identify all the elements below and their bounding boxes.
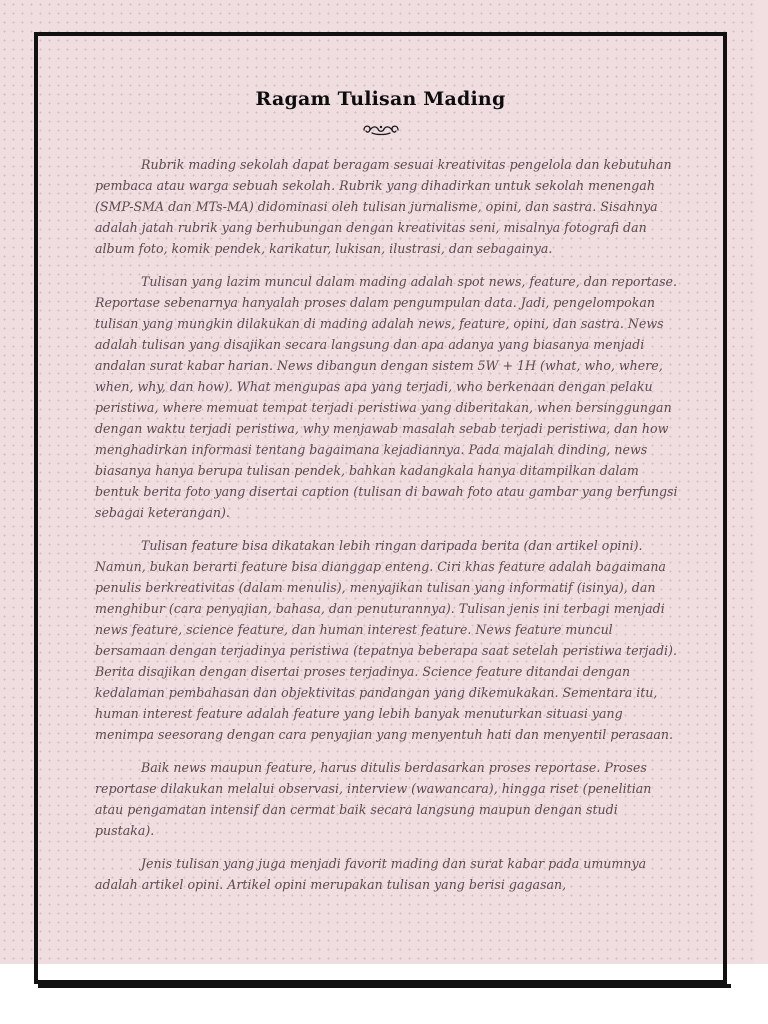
paragraph-3: Tulisan feature bisa dikatakan lebih ringan daripada berita (dan artikel opini). Namun, bukan berarti feature bisa dianggap enteng. Ciri khas feature adalah bagaimana penulis berkreativitas (dalam menulis), menyajikan tulisan yang informatif (isinya), dan menghibur (cara penyajian, bahasa, dan penuturannya). Tulisan jenis ini terbagi menjadi news feature, science feature, dan human interest feature. News feature muncul bersamaan dengan terjadinya peristiwa (tepatnya beberapa saat setelah peristiwa terjadi). Berita disajikan dengan disertai proses terjadinya. Science feature ditandai dengan kedalaman pembahasan dan objektivitas pandangan yang dikemukakan. Sementara itu, human interest feature adalah feature yang lebih banyak menuturkan situasi yang menimpa seesorang dengan cara penyajian yang menyentuh hati dan menyentil perasaan.	[95, 538, 677, 742]
page-border-frame	[34, 32, 727, 984]
paragraph-5: Jenis tulisan yang juga menjadi favorit mading dan surat kabar pada umumnya adalah artikel opini. Artikel opini merupakan tulisan yang berisi gagasan,	[95, 856, 647, 892]
paragraph-4: Baik news maupun feature, harus ditulis berdasarkan proses reportase. Proses reportase dilakukan melalui observasi, interview (wawancara), hingga riset (penelitian atau pengamatan intensif dan cermat baik secara langsung maupun dengan studi pustaka).	[95, 760, 652, 838]
paragraph-2: Tulisan yang lazim muncul dalam mading adalah spot news, feature, dan reportase. Reportase sebenarnya hanyalah proses dalam pengumpulan data. Jadi, pengelompokan tulisan yang mungkin dilakukan di mading adalah news, feature, opini, dan sastra. News adalah tulisan yang disajikan secara langsung dan apa adanya yang biasanya menjadi andalan surat kabar harian. News dibangun dengan sistem 5W + 1H (what, who, where, when, why, dan how). What mengupas apa yang terjadi, who berkenaan dengan pelaku peristiwa, where memuat tempat terjadi peristiwa yang diberitakan, when bersinggungan dengan waktu terjadi peristiwa, why menjawab masalah sebab terjadi peristiwa, dan how menghadirkan informasi tentang bagaimana kejadiannya. Pada majalah dinding, news biasanya hanya berupa tulisan pendek, bahkan kadangkala hanya ditampilkan dalam bentuk berita foto yang disertai caption (tulisan di bawah foto atau gambar yang berfungsi sebagai keterangan).	[95, 274, 678, 520]
document-title: Ragam Tulisan Mading	[255, 88, 506, 110]
flourish-divider-icon	[38, 124, 723, 136]
frame-shadow	[38, 984, 731, 988]
document-body	[95, 154, 680, 907]
paragraph-1: Rubrik mading sekolah dapat beragam sesuai kreativitas pengelola dan kebutuhan pembaca atau warga sebuah sekolah. Rubrik yang dihadirkan untuk sekolah menengah (SMP-SMA dan MTs-MA) didominasi oleh tulisan jurnalisme, opini, dan sastra. Sisahnya adalah jatah rubrik yang berhubungan dengan kreativitas seni, misalnya fotografi dan album foto, komik pendek, karikatur, lukisan, ilustrasi, dan sebagainya.	[95, 157, 672, 256]
